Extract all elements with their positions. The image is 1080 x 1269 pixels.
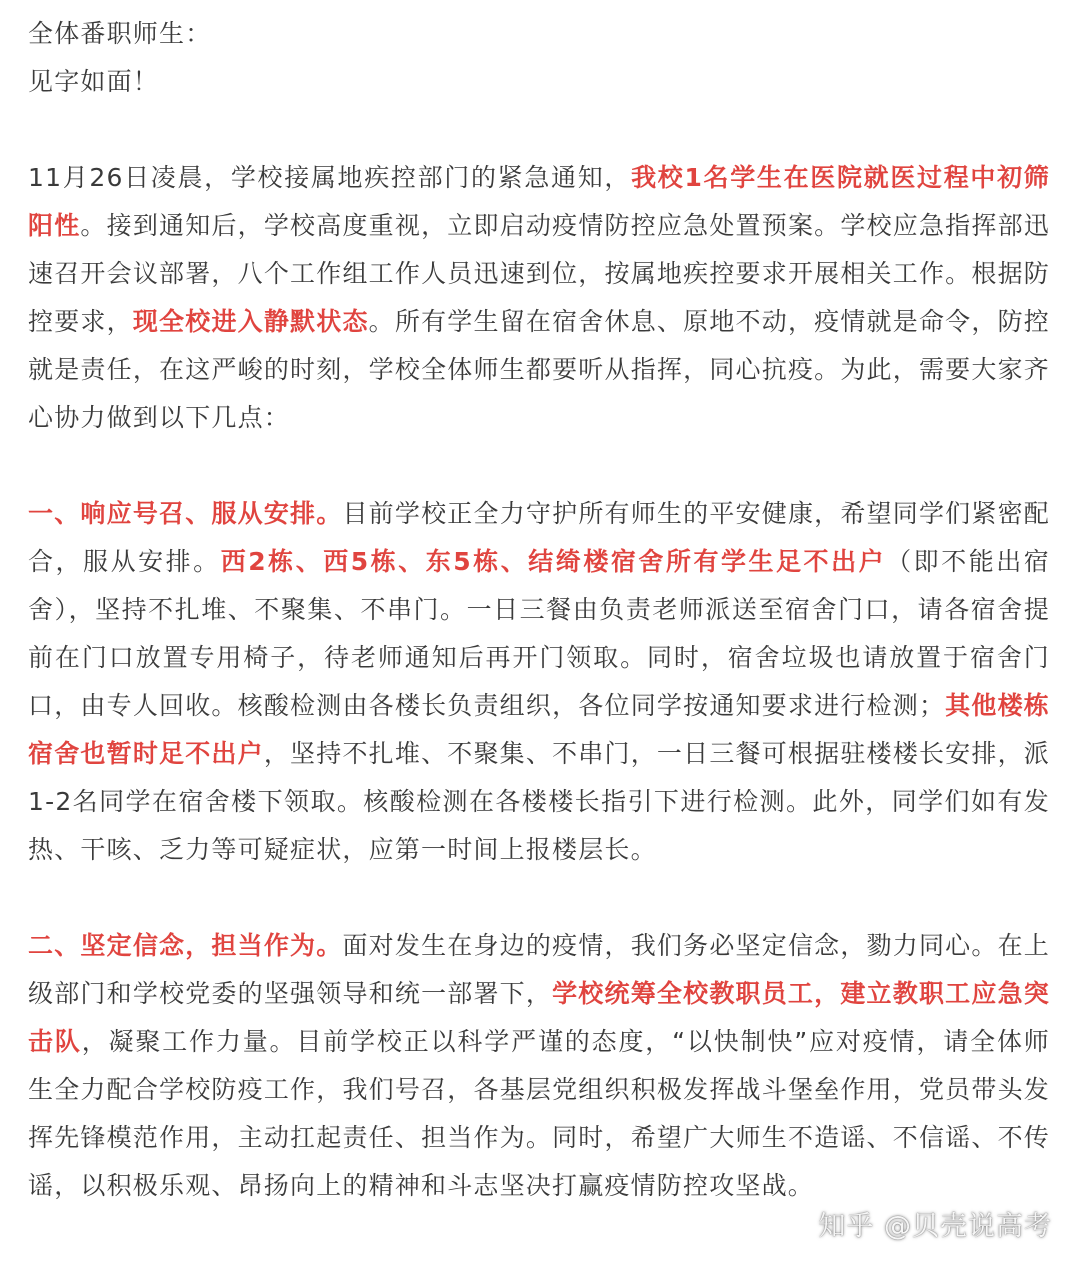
watermark-text: 知乎 @贝壳说高考 xyxy=(818,1211,1052,1242)
body-text: 。所有学生留在宿舍休息、原地不动，疫情就是命令，防控就是责任，在这严峻的时刻，学校全体师生都要听从指挥，同心抗疫。为此，需要大家齐心协力做到以下几点： xyxy=(28,307,1050,432)
body-text: （即不能出宿舍），坚持不扎堆、不聚集、不串门。一日三餐由负责老师派送至宿舍门口，请各宿舍提前在门口放置专用椅子，待老师通知后再开门领取。同时，宿舍垃圾也请放置于宿舍门口，由专人回收。核酸检测由各楼长负责组织，各位同学按通知要求进行检测； xyxy=(28,547,1051,720)
paragraph-incident xyxy=(28,154,1050,442)
paragraph-point-one xyxy=(28,490,1050,874)
body-text: ，凝聚工作力量。目前学校正以科学严谨的态度，“以快制快”应对疫情，请全体师生全力配合学校防疫工作，我们号召，各基层党组织积极发挥战斗堡垒作用，党员带头发挥先锋模范作用，主动扛起责任、担当作为。同时，希望广大师生不造谣、不信谣、不传谣，以积极乐观、昂扬向上的精神和斗志坚决打赢疫情防控攻坚战。 xyxy=(28,1027,1050,1200)
greeting: 全体番职师生： xyxy=(28,19,212,48)
body-text: 面对发生在身边的疫情，我们务必坚定信念，勠力同心。在上级部门和学校党委的坚强领导和统一部署下， xyxy=(28,931,1050,1008)
salutation: 见字如面！ xyxy=(28,67,160,96)
highlighted-text: 现全校进入静默状态 xyxy=(132,307,369,336)
body-text: ，坚持不扎堆、不聚集、不串门，一日三餐可根据驻楼楼长安排，派1-2名同学在宿舍楼下领取。核酸检测在各楼楼长指引下进行检测。此外，同学们如有发热、干咳、乏力等可疑症状，应第一时间上报楼层长。 xyxy=(28,739,1050,864)
paragraph-gap xyxy=(28,106,1050,154)
paragraph-gap xyxy=(28,874,1050,922)
highlighted-text: 我校1名学生在医院就医过程中初筛阳性 xyxy=(28,163,1050,240)
body-text: 目前学校正全力守护所有师生的平安健康，希望同学们紧密配合，服从安排。 xyxy=(28,499,1050,576)
highlighted-text: 西2栋、西5栋、东5栋、结绮楼宿舍所有学生足不出户 xyxy=(220,547,887,576)
highlighted-text: 一、响应号召、服从安排。 xyxy=(28,499,343,528)
body-text: 11月26日凌晨，学校接属地疾控部门的紧急通知， xyxy=(28,163,632,192)
body-text: 。接到通知后，学校高度重视，立即启动疫情防控应急处置预案。学校应急指挥部迅速召开会议部署，八个工作组工作人员迅速到位，按属地疾控要求开展相关工作。根据防控要求， xyxy=(28,211,1051,336)
highlighted-text: 二、坚定信念，担当作为。 xyxy=(28,931,343,960)
highlighted-text: 学校统筹全校教职员工，建立教职工应急突击队 xyxy=(28,979,1050,1056)
paragraph-gap xyxy=(28,442,1050,490)
highlighted-text: 其他楼栋宿舍也暂时足不出户 xyxy=(28,691,1050,768)
notice-document xyxy=(28,10,1050,1210)
paragraph-point-two xyxy=(28,922,1050,1210)
